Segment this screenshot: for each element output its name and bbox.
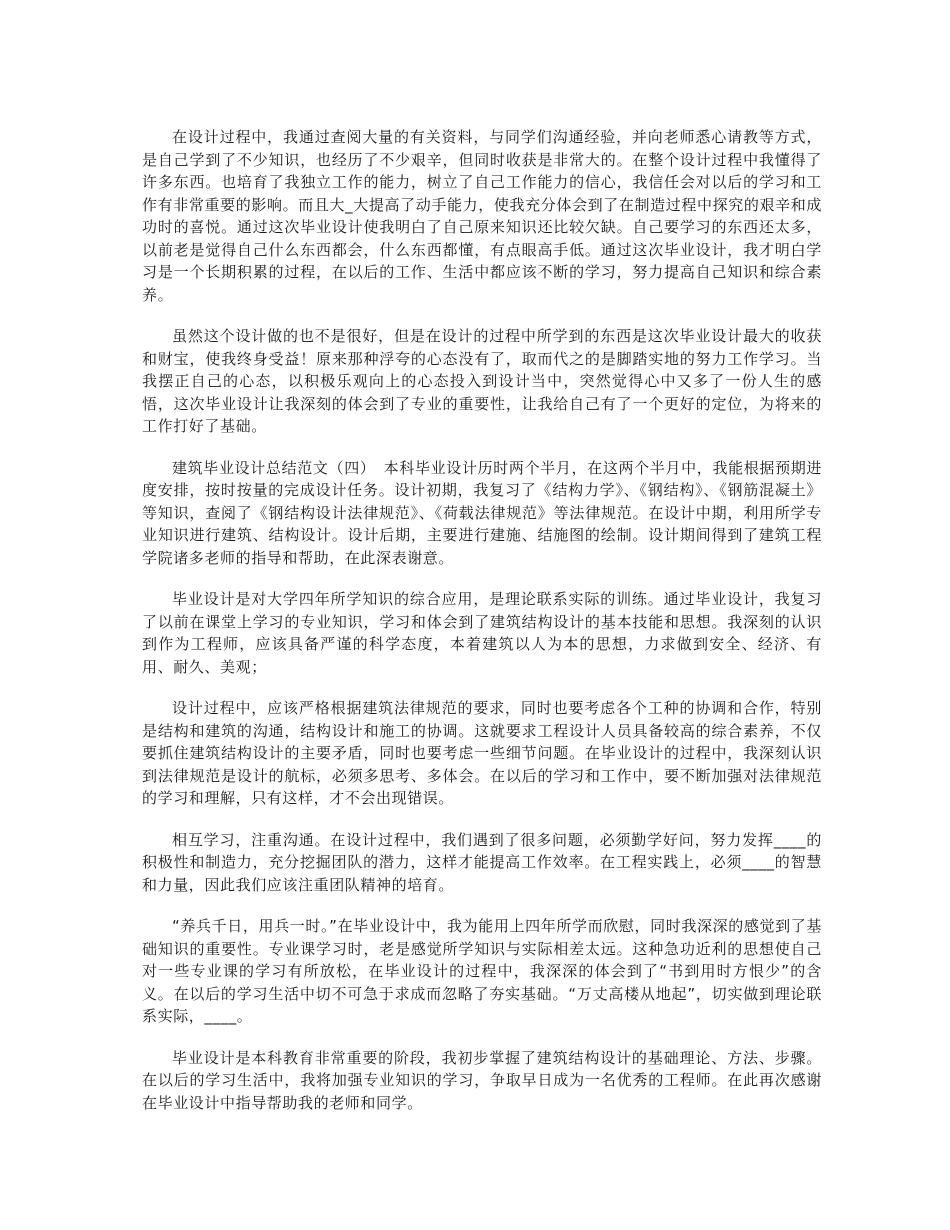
paragraph-6: 相互学习，注重沟通。在设计过程中，我们遇到了很多问题，必须勤学好问，努力发挥____的积极性和制造力，充分挖掘团队的潜力，这样才能提高工作效率。在工程实践上，必须____的智慧和力量，因此我们应该注重团队精神的培育。 — [142, 830, 822, 894]
paragraph-2: 虽然这个设计做的也不是很好，但是在设计的过程中所学到的东西是这次毕业设计最大的收获和财宝，使我终身受益！原来那种浮夸的心态没有了，取而代之的是脚踏实地的努力工作学习。当我摆正自己的心态，以积极乐观向上的心态投入到设计当中，突然觉得心中又多了一份人生的感悟，这次毕业设计让我深刻的体会到了专业的重要性，让我给自己有了一个更好的定位，为将来的工作打好了基础。 — [142, 327, 822, 435]
paragraph-7: “养兵千日，用兵一时。”在毕业设计中，我为能用上四年所学而欣慰，同时我深深的感觉到了基础知识的重要性。专业课学习时，老是感觉所学知识与实际相差太远。这种急功近利的思想使自己对一些专业课的学习有所放松，在毕业设计的过程中，我深深的体会到了“书到用时方恨少”的含义。在以后的学习生活中切不可急于求成而忽略了夯实基础。“万丈高楼从地起”，切实做到理论联系实际，____。 — [142, 917, 822, 1025]
document-body — [142, 126, 822, 1133]
paragraph-4: 毕业设计是对大学四年所学知识的综合应用，是理论联系实际的训练。通过毕业设计，我复习了以前在课堂上学习的专业知识，学习和体会到了建筑结构设计的基本技能和思想。我深刻的认识到作为工程师，应该具备严谨的科学态度，本着建筑以人为本的思想，力求做到安全、经济、有用、耐久、美观； — [142, 590, 822, 676]
paragraph-8: 毕业设计是本科教育非常重要的阶段，我初步掌握了建筑结构设计的基础理论、方法、步骤。在以后的学习生活中，我将加强专业知识的学习，争取早日成为一名优秀的工程师。在此再次感谢在毕业设计中指导帮助我的老师和同学。 — [142, 1048, 822, 1112]
paragraph-5: 设计过程中，应该严格根据建筑法律规范的要求，同时也要考虑各个工种的协调和合作，特别是结构和建筑的沟通，结构设计和施工的协调。这就要求工程设计人员具备较高的综合素养，不仅要抓住建筑结构设计的主要矛盾，同时也要考虑一些细节问题。在毕业设计的过程中，我深刻认识到法律规范是设计的航标，必须多思考、多体会。在以后的学习和工作中，要不断加强对法律规范的学习和理解，只有这样，才不会出现错误。 — [142, 699, 822, 807]
paragraph-3: 建筑毕业设计总结范文（四） 本科毕业设计历时两个半月，在这两个半月中，我能根据预期进度安排，按时按量的完成设计任务。设计初期，我复习了《结构力学》、《钢结构》、《钢筋混凝土》等知识，查阅了《钢结构设计法律规范》、《荷载法律规范》等法律规范。在设计中期，利用所学专业知识进行建筑、结构设计。设计后期，主要进行建施、结施图的绘制。设计期间得到了建筑工程学院诸多老师的指导和帮助，在此深表谢意。 — [142, 458, 822, 567]
paragraph-1: 在设计过程中，我通过查阅大量的有关资料，与同学们沟通经验，并向老师悉心请教等方式，是自己学到了不少知识，也经历了不少艰辛，但同时收获是非常大的。在整个设计过程中我懂得了许多东西。也培育了我独立工作的能力，树立了自己工作能力的信心，我信任会对以后的学习和工作有非常重要的影响。而且大_大提高了动手能力，使我充分体会到了在制造过程中探究的艰辛和成功时的喜悦。通过这次毕业设计使我明白了自己原来知识还比较欠缺。自己要学习的东西还太多，以前老是觉得自己什么东西都会，什么东西都懂，有点眼高手低。通过这次毕业设计，我才明白学习是一个长期积累的过程，在以后的工作、生活中都应该不断的学习，努力提高自己知识和综合素养。 — [142, 128, 822, 304]
